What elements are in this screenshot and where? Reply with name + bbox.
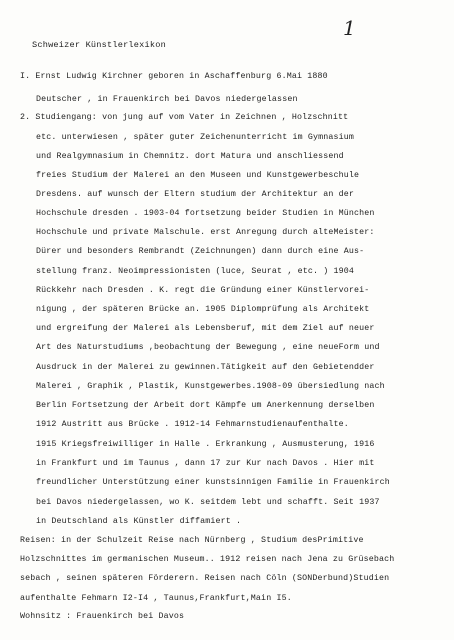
text-line: Dürer und besonders Rembrandt (Zeichnungen) dann durch eine Aus- xyxy=(36,247,365,256)
text-line: Hochschule und private Malschule. erst Anregung durch alteMeister: xyxy=(36,228,375,237)
text-line: Berlin Fortsetzung der Arbeit dort Kämpfe um Anerkennung derselben xyxy=(36,401,375,410)
text-line: I. Ernst Ludwig Kirchner geboren in Aschaffenburg 6.Mai 1880 xyxy=(20,72,328,81)
text-line: Dresdens. auf wunsch der Eltern studium der Architektur an der xyxy=(36,190,354,199)
text-line: Malerei , Graphik , Plastik, Kunstgewerbes.1908-09 übersiedlung nach xyxy=(36,382,385,391)
text-line: Deutscher , in Frauenkirch bei Davos niedergelassen xyxy=(36,95,298,104)
text-line: freundlicher Unterstützung einer kunstsinnigen Familie in Frauenkirch xyxy=(36,478,390,487)
text-line: stellung franz. Neoimpressionisten (luce, Seurat , etc. ) 1904 xyxy=(36,267,354,276)
text-line: bei Davos niedergelassen, wo K. seitdem lebt und schafft. Seit 1937 xyxy=(36,498,380,507)
text-line: 1915 Kriegsfreiwilliger in Halle . Erkrankung , Ausmusterung, 1916 xyxy=(36,440,375,449)
text-line: in Deutschland als Künstler diffamiert . xyxy=(36,517,242,526)
text-line: in Frankfurt und im Taunus , dann 17 zur Kur nach Davos . Hier mit xyxy=(36,459,375,468)
text-line: etc. unterwiesen , später guter Zeichenunterricht im Gymnasium xyxy=(36,133,354,142)
document-heading: Schweizer Künstlerlexikon xyxy=(32,40,166,50)
text-line: Reisen: in der Schulzeit Reise nach Nürnberg , Studium desPrimitive xyxy=(20,536,364,545)
text-line: sebach , seinen späteren Förderern. Reisen nach Cöln (SONDerbund)Studien xyxy=(20,574,390,583)
text-line: freies Studium der Malerei an den Museen und Kunstgewerbeschule xyxy=(36,171,360,180)
text-line: aufenthalte Fehmarn I2-I4 , Taunus,Frankfurt,Main I5. xyxy=(20,594,292,603)
text-line: Hochschule dresden . 1903-04 fortsetzung beider Studien in München xyxy=(36,209,375,218)
text-line: Art des Naturstudiums ,beobachtung der Bewegung , eine neueForm und xyxy=(36,343,380,352)
text-line: Ausdruck in der Malerei zu gewinnen.Tätigkeit auf den Gebietendder xyxy=(36,363,375,372)
text-line: und ergreifung der Malerei als Lebensberuf, mit dem Ziel auf neuer xyxy=(36,324,375,333)
text-line: 2. Studiengang: von jung auf vom Vater in Zeichnen , Holzschnitt xyxy=(20,113,349,122)
text-line: Rückkehr nach Dresden . K. regt die Gründung einer Künstlervorei- xyxy=(36,286,370,295)
text-line: Wohnsitz : Frauenkirch bei Davos xyxy=(20,612,185,621)
text-line: und Realgymnasium in Chemnitz. dort Matura und anschliessend xyxy=(36,152,344,161)
text-line: nigung , der späteren Brücke an. 1905 Diplomprüfung als Architekt xyxy=(36,305,370,314)
text-line: Holzschnittes im germanischen Museum.. 1912 reisen nach Jena zu Grüsebach xyxy=(20,555,395,564)
page-number: 1 xyxy=(343,16,356,40)
text-line: 1912 Austritt aus Brücke . 1912-14 Fehmarnstudienaufenthalte. xyxy=(36,420,349,429)
